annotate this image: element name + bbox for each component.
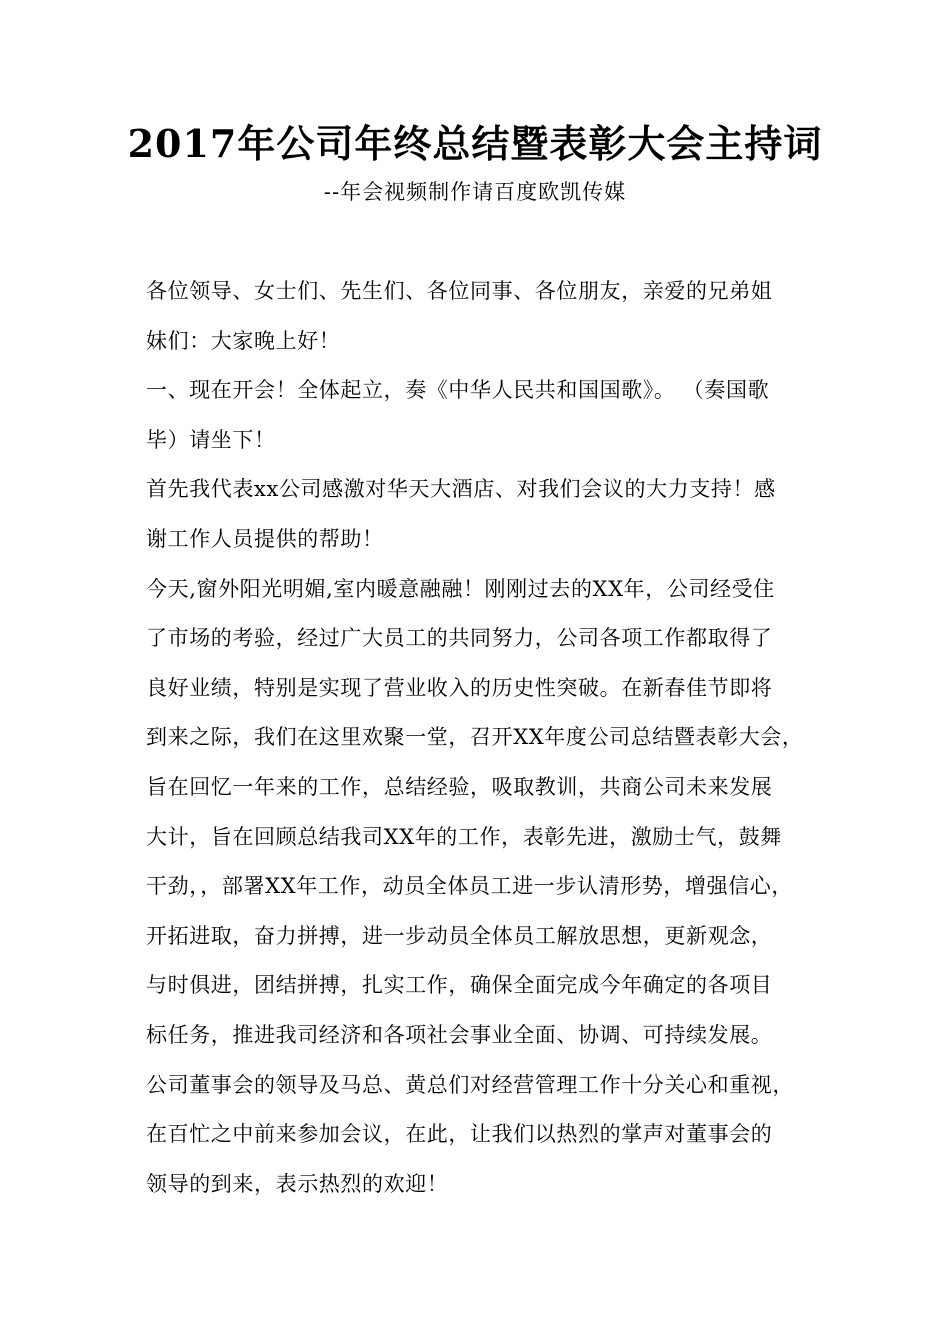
body-line: 开拓进取，奋力拼搏，进一步动员全体员工解放思想，更新观念， xyxy=(146,923,773,948)
body-line: 今天,窗外阳光明媚,室内暖意融融！刚刚过去的XX年，公司经受住 xyxy=(146,576,775,601)
body-line: 干劲，，部署XX年工作，动员全体员工进一步认清形势，增强信心， xyxy=(146,874,793,899)
body-line: 良好业绩，特别是实现了营业收入的历史性突破。在新春佳节即将 xyxy=(146,675,773,700)
body-line: 了市场的考验，经过广大员工的共同努力，公司各项工作都取得了 xyxy=(146,626,773,651)
body-line: 与时俱进，团结拼搏，扎实工作，确保全面完成今年确定的各项目 xyxy=(146,973,773,998)
body-line: 毕）请坐下！ xyxy=(146,427,276,452)
document-body xyxy=(146,272,826,1214)
body-line: 一、现在开会！全体起立，奏《中华人民共和国国歌》。 （奏国歌 xyxy=(146,378,770,403)
body-line: 妹们：大家晚上好！ xyxy=(146,328,341,353)
body-line: 谢工作人员提供的帮助！ xyxy=(146,526,384,551)
body-line: 旨在回忆一年来的工作，总结经验，吸取教训，共商公司未来发展 xyxy=(146,774,773,799)
body-line: 大计，旨在回顾总结我司XX年的工作，表彰先进，激励士气，鼓舞 xyxy=(146,824,782,849)
body-line: 到来之际，我们在这里欢聚一堂，召开XX年度公司总结暨表彰大会， xyxy=(146,725,804,750)
body-line: 各位领导、女士们、先生们、各位同事、各位朋友，亲爱的兄弟姐 xyxy=(146,279,773,303)
document-subtitle: --年会视频制作请百度欧凯传媒 xyxy=(323,180,627,204)
body-line: 公司董事会的领导及马总、黄总们对经营管理工作十分关心和重视， xyxy=(146,1072,794,1097)
body-line: 首先我代表xx公司感激对华天大酒店、对我们会议的大力支持！感 xyxy=(146,477,776,502)
body-line: 在百忙之中前来参加会议，在此，让我们以热烈的掌声对董事会的 xyxy=(146,1122,773,1147)
body-line: 领导的到来，表示热烈的欢迎！ xyxy=(146,1171,449,1196)
document-title: 2017年公司年终总结暨表彰大会主持词 xyxy=(127,121,823,166)
body-line: 标任务，推进我司经济和各项社会事业全面、协调、可持续发展。 xyxy=(146,1022,773,1047)
